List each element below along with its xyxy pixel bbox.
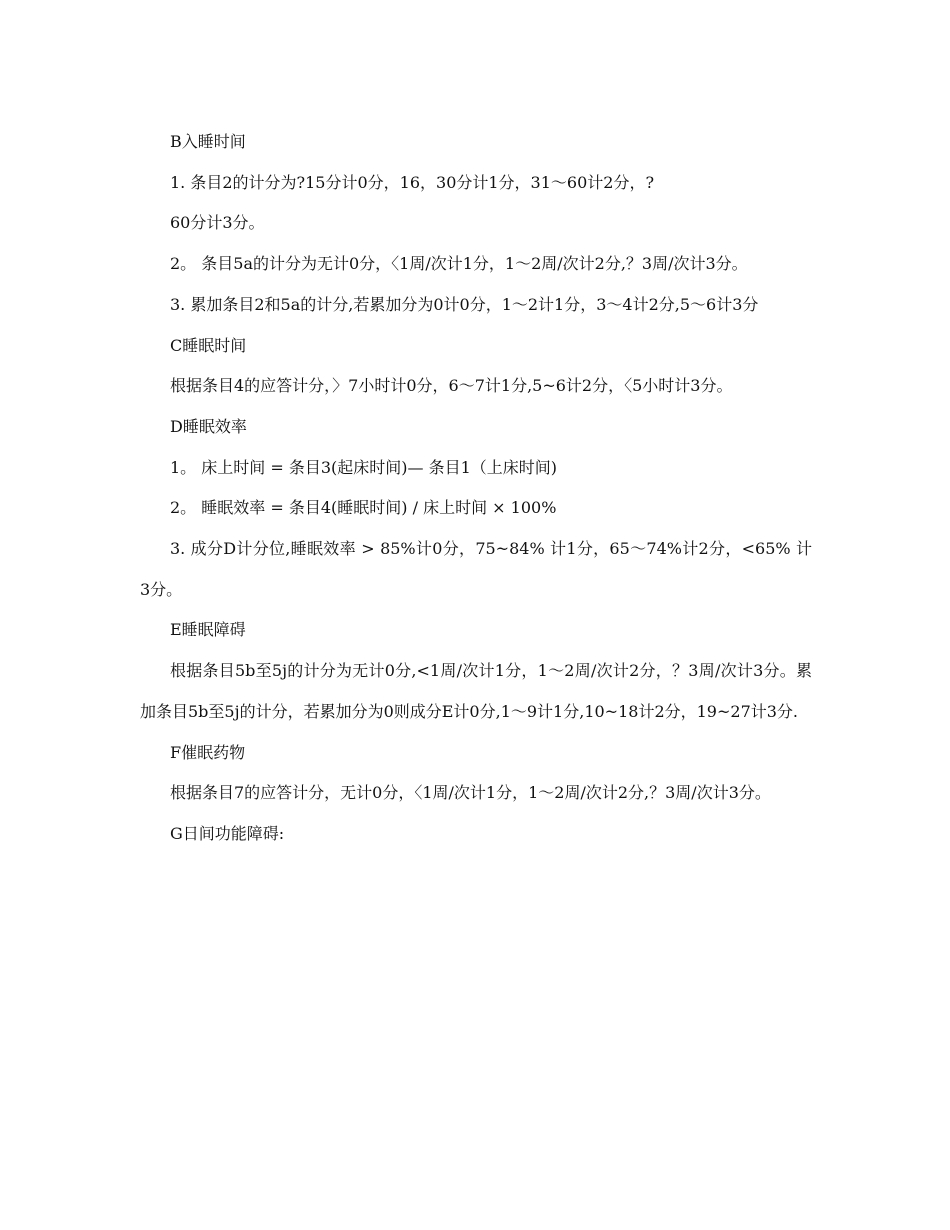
- paragraph: 60分计3分。: [170, 213, 265, 233]
- paragraph: 1。 床上时间 = 条目3(起床时间)— 条目1（上床时间): [170, 457, 558, 477]
- section-heading-f: F催眠药物: [170, 742, 246, 762]
- paragraph: 3. 成分D计分位,睡眠效率 > 85%计0分，75~84% 计1分，65～74%计2分，<65% 计3分。: [140, 539, 812, 599]
- section-heading-b: B入睡时间: [170, 132, 246, 151]
- section-heading-e: E睡眠障碍: [170, 620, 246, 640]
- paragraph: 2。 睡眠效率 = 条目4(睡眠时间) / 床上时间 × 100%: [170, 498, 557, 518]
- paragraph: 根据条目7的应答计分，无计0分，〈1周/次计1分，1～2周/次计2分,？3周/次计3分。: [170, 783, 771, 803]
- paragraph: 3. 累加条目2和5a的计分,若累加分为0计0分，1～2计1分，3～4计2分,5～6计3分: [170, 294, 759, 314]
- paragraph: 根据条目4的应答计分，〉7小时计0分，6～7计1分,5~6计2分，〈5小时计3分。: [170, 376, 733, 396]
- section-heading-g: G日间功能障碍:: [170, 823, 285, 843]
- paragraph: 2。 条目5a的计分为无计0分，〈1周/次计1分，1～2周/次计2分,？3周/次计3分。: [170, 254, 748, 274]
- paragraph: 根据条目5b至5j的计分为无计0分,<1周/次计1分，1～2周/次计2分，？3周/次计3分。累加条目5b至5j的计分，若累加分为0则成分E计0分,1～9计1分,10~18计2分，19~27计3分.: [140, 661, 812, 721]
- paragraph: 1. 条目2的计分为?15分计0分，16，30分计1分，31～60计2分，?: [170, 172, 655, 192]
- section-heading-d: D睡眠效率: [170, 416, 247, 436]
- section-heading-c: C睡眠时间: [170, 335, 247, 355]
- document-body: [140, 122, 812, 855]
